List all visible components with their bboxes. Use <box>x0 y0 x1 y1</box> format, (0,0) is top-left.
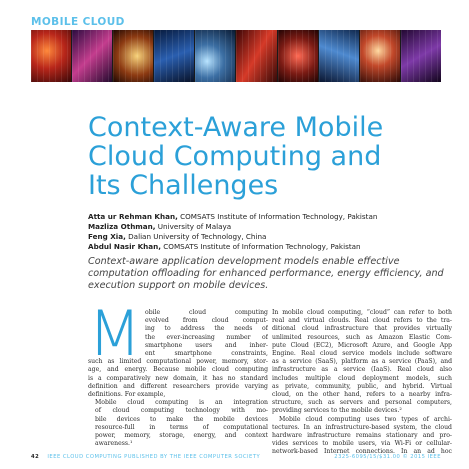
footer-copyright: 2325-6095/15/$31.00 © 2015 IEEE <box>334 454 441 460</box>
body-line: evolved from cloud comput- <box>145 317 268 325</box>
author-name: Feng Xia, <box>88 232 126 241</box>
article-title <box>88 113 418 200</box>
body-line: ditional cloud infrastructure that provides virtually <box>272 325 452 333</box>
body-line: real and virtual clouds. Real cloud refers to the tra- <box>272 317 452 325</box>
quote-line: power, memory, storage, energy, and context <box>95 432 268 440</box>
body-line: unlimited resources, such as Amazon Elastic Com- <box>272 333 452 341</box>
body-line: smartphone users and inher- <box>145 341 268 349</box>
banner-tile <box>154 30 194 82</box>
body-line: the ever-increasing number of <box>145 333 268 341</box>
footer-publication: IEEE CLOUD COMPUTING PUBLISHED BY THE IEEE COMPUTER SOCIETY <box>47 454 261 460</box>
body-line: vides services to mobile users, via Wi-Fi or cellular- <box>272 440 452 448</box>
body-line: network-based Internet connections. In an ad hoc <box>272 448 452 456</box>
body-line: age, and energy. Because mobile cloud computing <box>88 366 268 374</box>
abstract-line: execution support on mobile devices. <box>88 280 269 291</box>
body-line: hardware infrastructure remains stationary and pro- <box>272 432 452 440</box>
banner-tile <box>113 30 153 82</box>
body-line: as a service (SaaS), platform as a service (PaaS), and <box>272 358 452 366</box>
banner-tile <box>195 30 235 82</box>
body-line: ing to address the needs of <box>145 325 268 333</box>
body-line: obile cloud computing <box>145 309 268 316</box>
body-line: definition and different researchers provide varying <box>88 382 268 390</box>
body-line: as private, community, public, and hybrid. Virtual <box>272 382 452 390</box>
author-name: Mazliza Othman, <box>88 222 156 231</box>
section-tag: MOBILE CLOUD <box>31 16 125 28</box>
body-line: providing services to the mobile devices.² <box>272 407 402 415</box>
body-line: includes multiple cloud deployment models, such <box>272 374 452 382</box>
header-banner-image <box>31 30 441 82</box>
body-line: tectures. In an infrastructure-based system, the cloud <box>272 423 452 431</box>
quote-line: resource-full in terms of computational <box>95 423 268 431</box>
author-affiliation: COMSATS Institute of Information Technology, Pakistan <box>160 242 361 251</box>
author-line <box>88 242 448 252</box>
page-footer <box>31 454 441 460</box>
body-line: infrastructure as a service (IaaS). Real cloud also <box>272 366 452 374</box>
body-line: pute Cloud (EC2), Microsoft Azure, and Google App <box>272 341 452 349</box>
quote-line: Mobile cloud computing is an integration <box>95 399 268 407</box>
quote-line: bile devices to make the mobile devices <box>95 415 268 423</box>
body-line: structure, such as servers and personal computers, <box>272 399 452 407</box>
body-line: definitions. For example, <box>88 391 166 399</box>
author-line <box>88 212 448 222</box>
banner-tile <box>401 30 441 82</box>
body-line: cloud, on the other hand, refers to a nearby infra- <box>272 391 452 399</box>
body-column-left <box>88 297 268 448</box>
author-affiliation: COMSATS Institute of Information Technology, Pakistan <box>177 212 378 221</box>
author-name: Abdul Nasir Khan, <box>88 242 161 251</box>
author-name: Atta ur Rehman Khan, <box>88 212 178 221</box>
body-line: Engine. Real cloud service models include software <box>272 350 452 358</box>
body-line: Mobile cloud computing uses two types of archi- <box>279 415 452 423</box>
author-line <box>88 232 448 242</box>
drop-cap: M <box>88 297 142 370</box>
author-affiliation: University of Malaya <box>155 222 232 231</box>
body-line: ent smartphone constraints, <box>145 350 268 358</box>
banner-tile <box>360 30 400 82</box>
abstract <box>88 256 444 292</box>
banner-tile <box>236 30 276 82</box>
page-number: 42 <box>31 454 40 460</box>
title-line: Its Challenges <box>88 170 279 201</box>
body-line: such as limited computational power, memory, stor- <box>88 358 268 366</box>
author-affiliation: Dalian University of Technology, China <box>125 232 267 241</box>
body-column-right <box>272 309 452 457</box>
banner-tile <box>278 30 318 82</box>
quote-line: awareness.¹ <box>95 440 133 448</box>
banner-tile <box>72 30 112 82</box>
body-line: In mobile cloud computing, “cloud” can refer to both <box>272 309 452 316</box>
abstract-line: Context-aware application development models enable effective <box>88 256 400 267</box>
title-line: Context-Aware Mobile <box>88 112 384 143</box>
author-line <box>88 222 448 232</box>
abstract-line: computation offloading for enhanced performance, energy efficiency, and <box>88 268 444 279</box>
banner-tile <box>31 30 71 82</box>
body-line: is a comparatively new domain, it has no standard <box>88 374 268 382</box>
banner-tile <box>319 30 359 82</box>
author-list <box>88 212 448 252</box>
title-line: Cloud Computing and <box>88 141 382 172</box>
quote-line: of cloud computing technology with mo- <box>95 407 268 415</box>
